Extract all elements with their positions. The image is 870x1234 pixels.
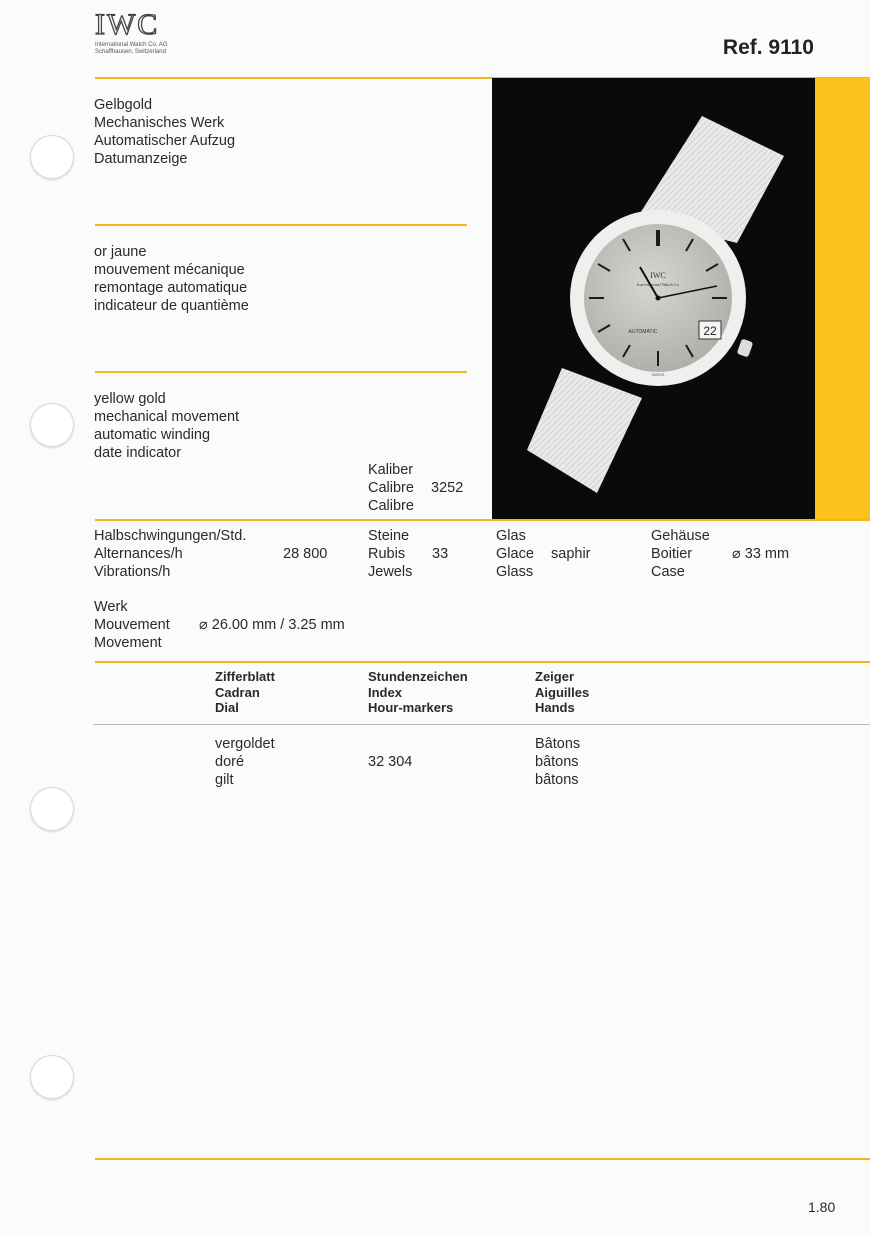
header-dial-line: Cadran <box>215 684 260 700</box>
movement-label: Mouvement <box>94 617 170 633</box>
calibre-labels <box>368 461 414 515</box>
dial-swiss: SWISS <box>651 372 665 377</box>
index-value: 32 304 <box>368 754 413 770</box>
glass-value: saphir <box>551 546 591 562</box>
header-index <box>368 669 468 716</box>
dial-automatic: AUTOMATIC <box>628 329 658 335</box>
rule-de <box>95 224 467 226</box>
punch-hole-1 <box>30 135 74 179</box>
case-labels <box>651 527 710 581</box>
glass-labels <box>496 527 534 581</box>
header-dial-line: Zifferblatt <box>215 669 275 684</box>
header-hands-line: Zeiger <box>535 669 575 684</box>
table-header-divider <box>93 724 870 725</box>
case-value: ⌀ 33 mm <box>732 546 790 562</box>
rule-fr <box>95 371 467 373</box>
desc-de-line: Datumanzeige <box>94 151 188 167</box>
company-name: International Watch Co. AG <box>95 42 168 48</box>
jewels-labels <box>368 527 412 581</box>
desc-en-line: date indicator <box>94 445 182 461</box>
desc-de-line: Automatischer Aufzug <box>94 133 236 149</box>
description-de <box>94 96 235 168</box>
crown <box>737 338 754 357</box>
jewels-label: Steine <box>368 528 410 544</box>
vibrations-label: Vibrations/h <box>94 564 171 580</box>
desc-fr-line: indicateur de quantième <box>94 298 249 314</box>
calibre-label: Kaliber <box>368 462 414 478</box>
rule-specs <box>95 519 870 521</box>
page-number: 1.80 <box>808 1199 836 1215</box>
vibrations-value: 28 800 <box>283 546 328 562</box>
glass-label: Glace <box>496 546 534 562</box>
iwc-logo: IWC <box>95 8 160 41</box>
header-index-line: Stundenzeichen <box>368 669 468 684</box>
desc-en-line: yellow gold <box>94 391 166 407</box>
hands-value: bâtons <box>535 754 579 770</box>
header-dial-line: Dial <box>215 700 239 715</box>
header-index-line: Hour-markers <box>368 700 454 715</box>
hands-values <box>535 735 580 789</box>
movement-labels <box>94 598 170 652</box>
case-label: Gehäuse <box>651 528 710 544</box>
dial-value: doré <box>215 754 245 770</box>
watch-photo <box>492 78 815 520</box>
header-index-line: Index <box>368 684 402 700</box>
rule-table <box>95 661 870 663</box>
case-label: Case <box>651 564 685 580</box>
movement-label: Werk <box>94 599 128 615</box>
description-fr <box>94 243 249 315</box>
desc-fr-line: remontage automatique <box>94 280 248 296</box>
desc-fr-line: or jaune <box>94 244 147 260</box>
desc-en-line: automatic winding <box>94 427 211 443</box>
desc-en-line: mechanical movement <box>94 409 240 425</box>
calibre-value: 3252 <box>431 480 464 496</box>
bracelet-lower <box>527 368 642 493</box>
accent-band <box>815 78 870 520</box>
hands-pivot <box>656 296 661 301</box>
dial-value: gilt <box>215 772 234 788</box>
dial-value: vergoldet <box>215 736 275 752</box>
dial-values <box>215 735 275 789</box>
punch-hole-2 <box>30 403 74 447</box>
dial-brand: International Watch Co <box>636 282 680 287</box>
desc-fr-line: mouvement mécanique <box>94 262 245 278</box>
header-hands-line: Aiguilles <box>535 684 590 700</box>
movement-label: Movement <box>94 635 162 651</box>
header-dial <box>215 669 275 716</box>
jewels-label: Jewels <box>368 564 413 580</box>
case-label: Boitier <box>651 546 693 562</box>
date-value: 22 <box>703 324 717 338</box>
hands-value: Bâtons <box>535 736 581 752</box>
punch-hole-3 <box>30 787 74 831</box>
dial-logo: IWC <box>650 271 666 280</box>
vibrations-labels <box>94 527 246 581</box>
header-hands-line: Hands <box>535 700 575 715</box>
company-location: Schaffhausen, Switzerland <box>95 48 166 55</box>
hands-value: bâtons <box>535 772 579 788</box>
bottom-rule <box>95 1158 870 1160</box>
desc-de-line: Gelbgold <box>94 97 153 113</box>
watch-illustration <box>492 78 815 520</box>
glass-label: Glas <box>496 528 526 544</box>
description-en <box>94 390 239 462</box>
reference-number: Ref. 9110 <box>722 36 814 59</box>
glass-label: Glass <box>496 564 534 580</box>
header-hands <box>535 669 589 716</box>
desc-de-line: Mechanisches Werk <box>94 115 225 131</box>
company-address <box>95 42 167 55</box>
punch-hole-4 <box>30 1055 74 1099</box>
vibrations-label: Alternances/h <box>94 546 183 562</box>
vibrations-label: Halbschwingungen/Std. <box>94 528 247 544</box>
jewels-label: Rubis <box>368 546 406 562</box>
movement-value: ⌀ 26.00 mm / 3.25 mm <box>199 617 345 633</box>
calibre-label: Calibre <box>368 498 414 514</box>
calibre-label: Calibre <box>368 480 414 496</box>
jewels-value: 33 <box>432 546 449 562</box>
